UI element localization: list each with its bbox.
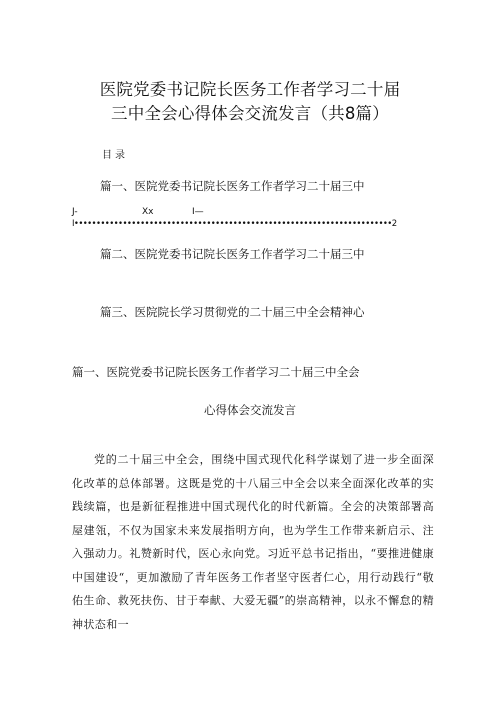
body-paragraph: 党的二十届三中全会，围绕中国式现代化科学谋划了进一步全面深化改革的总体部署。这既是党的十八届三中全会以来全面深化改革的实践续篇，也是新征程推进中国式现代化的时代新篇。全会的决策部署高屋建瓴，不仅为国家未来发展指明方向，也为学生工作带来新启示、注入强动力。礼赞新时代，医心永向党。习近平总书记指出，“要推进健康中国建设“，更加激励了青年医务工作者坚守医者仁心，用行动践行“敬佑生命、救死扶伤、甘于奉献、大爱无疆”的崇高精神，以永不懈怠的精神状态和一 [72, 453, 434, 631]
toc-leader-dots: I••••••••••••••••••••••••••••••••••••••••••••••••••••••••••••••••••••••••2 [72, 219, 397, 229]
toc-garbled-line [72, 207, 432, 219]
section-subtitle: 心得体会交流发言 [204, 403, 296, 417]
title-line-1: 医院党委书记院长医务工作者学习二十届 [99, 80, 401, 99]
toc-garble-a: J- [72, 207, 78, 217]
section-title: 篇一、医院党委书记院长医务工作者学习二十届三中全会 [72, 365, 360, 379]
toc-garble-c: I— [192, 207, 204, 217]
title-line-2: 三中全会心得体会交流发言（共8篇） [111, 104, 389, 123]
toc-heading: 目录 [102, 150, 128, 161]
toc-item-3[interactable]: 篇三、医院院长学习贯彻党的二十届三中全会精神心 [100, 305, 365, 319]
document-title [40, 78, 460, 126]
toc-item-2[interactable]: 篇二、医院党委书记院长医务工作者学习二十届三中 [100, 247, 365, 261]
toc-item-1[interactable]: 篇一、医院党委书记院长医务工作者学习二十届三中 [100, 179, 365, 193]
toc-garble-b: Xx [142, 207, 154, 217]
